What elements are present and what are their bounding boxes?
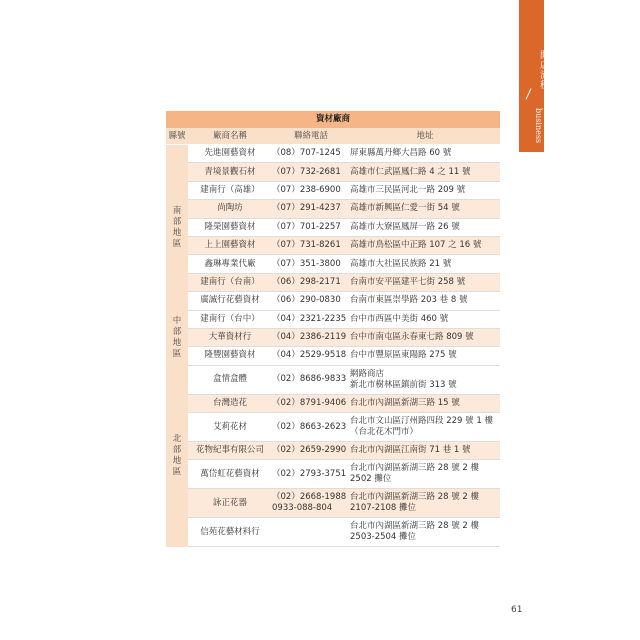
table-row	[166, 218, 500, 236]
vendor-name	[188, 236, 272, 254]
vendor-address-line: 台北市內湖區新湖三路 28 號 2 樓	[350, 463, 480, 474]
table-row	[166, 292, 500, 310]
region-char: 部	[172, 445, 182, 456]
vendor-name-line: 青境景觀石材	[204, 166, 256, 177]
region-char: 地	[172, 227, 182, 238]
vendor-name-line: 艾莉花材	[212, 421, 247, 432]
vendor-tel	[272, 255, 350, 273]
vendor-name-line: 建南行（高雄）	[200, 184, 260, 195]
vendor-name	[188, 365, 272, 394]
vendor-name	[188, 255, 272, 273]
vendor-address	[350, 518, 500, 547]
vendor-name-line: 隆豐園藝資材	[204, 350, 256, 361]
vendor-name	[188, 200, 272, 218]
region-cell	[166, 365, 188, 547]
vendor-name-line: 上上園藝資材	[204, 240, 256, 251]
vendor-tel	[272, 181, 350, 199]
vendor-address	[350, 442, 500, 460]
vendor-address	[350, 310, 500, 328]
vendor-tel-line: （02）8686-9833	[272, 374, 347, 385]
vendor-address	[350, 394, 500, 412]
table-row	[166, 310, 500, 328]
table-row	[166, 145, 500, 163]
vendor-address-line: 台南市安平區建平七街 258 號	[350, 276, 466, 287]
region-char: 區	[172, 348, 182, 359]
vendor-tel-line: （06）290-0830	[272, 295, 341, 306]
vendor-tel	[272, 460, 350, 489]
vendor-name-line: 先進園藝資材	[204, 148, 256, 159]
vendor-tel	[272, 413, 350, 442]
vendor-name-line: 建南行（台南）	[200, 276, 260, 287]
vendor-address-line: 台北市內湖區新湖三路 28 號 2 樓	[350, 521, 480, 532]
table-row	[166, 273, 500, 291]
region-char: 區	[172, 238, 182, 249]
chapter-subtitle: start a business	[534, 108, 552, 144]
vendor-name	[188, 310, 272, 328]
vendor-address-line: 2107-2108 攤位	[350, 503, 417, 514]
vendor-address	[350, 181, 500, 199]
chapter-title: 開店流程	[538, 50, 548, 90]
region-char: 北	[172, 434, 182, 445]
vendor-address-line: （台北花木門市）	[350, 427, 419, 438]
vendor-tel-line: （02）8663-2623	[272, 421, 347, 432]
vendor-address	[350, 255, 500, 273]
vendor-name	[188, 518, 272, 547]
header-addr: 地址	[350, 128, 500, 145]
vendor-name-line: 尚陶坊	[217, 203, 243, 214]
vendor-table	[166, 111, 500, 547]
table-row	[166, 236, 500, 254]
table-row	[166, 255, 500, 273]
vendor-name	[188, 273, 272, 291]
vendor-address-line: 2503-2504 攤位	[350, 532, 417, 543]
vendor-tel	[272, 292, 350, 310]
vendor-address-line: 高雄市鳥松區中正路 107 之 16 號	[350, 240, 482, 251]
vendor-tel	[272, 394, 350, 412]
table-row	[166, 413, 500, 442]
vendor-tel	[272, 328, 350, 346]
vendor-tel	[272, 145, 350, 163]
vendor-address-line: 高雄市三民區河北一路 209 號	[350, 184, 466, 195]
vendor-name-line: 花物紀事有限公司	[195, 445, 264, 456]
vendor-address-line: 台北市內湖區江南街 71 巷 1 號	[350, 445, 471, 456]
vendor-name	[188, 442, 272, 460]
vendor-address-line: 高雄市仁武區鳳仁路 4 之 11 號	[350, 166, 471, 177]
vendor-name	[188, 394, 272, 412]
table-row	[166, 460, 500, 489]
vendor-name	[188, 145, 272, 163]
vendor-address-line: 屏東縣萬丹鄉大昌路 60 號	[350, 148, 452, 159]
vendor-name	[188, 460, 272, 489]
region-cell	[166, 145, 188, 311]
table-row	[166, 347, 500, 365]
vendor-name-line: 鑫琳專業代廠	[204, 258, 256, 269]
vendor-address-line: 台中市西區中美街 460 號	[350, 313, 449, 324]
vendor-address	[350, 218, 500, 236]
region-char: 部	[172, 216, 182, 227]
vendor-name-line: 大華資材行	[208, 332, 252, 343]
vendor-tel-line: （04）2529-9518	[272, 350, 347, 361]
vendor-tel	[272, 347, 350, 365]
vendor-name-line: 台灣造花	[212, 397, 247, 408]
vendor-address	[350, 292, 500, 310]
vendor-address	[350, 163, 500, 181]
vendor-name-line: 建南行（台中）	[200, 313, 260, 324]
vendor-tel-line: 0933-088-804	[272, 503, 333, 514]
page-number: 61	[511, 605, 523, 615]
vendor-tel-line: （04）2386-2119	[272, 332, 347, 343]
vendor-tel	[272, 273, 350, 291]
vendor-address-line: 新北市樹林區鎮前街 313 號	[350, 379, 457, 390]
vendor-address	[350, 413, 500, 442]
table-row	[166, 394, 500, 412]
vendor-name	[188, 181, 272, 199]
header-region: 縣號	[166, 128, 188, 145]
chapter-side-tab	[519, 0, 552, 152]
vendor-tel	[272, 365, 350, 394]
vendor-address-line: 台中市南屯區永春東七路 809 號	[350, 332, 474, 343]
header-name: 廠商名稱	[188, 128, 272, 145]
vendor-address-line: 台北市文山區汀州路四段 229 號 1 樓	[350, 416, 493, 427]
vendor-tel-line: （07）238-6900	[272, 184, 341, 195]
vendor-tel-line: （07）731-8261	[272, 240, 341, 251]
vendor-name	[188, 347, 272, 365]
vendor-name	[188, 489, 272, 518]
vendor-tel-line: （07）732-2681	[272, 166, 341, 177]
vendor-tel	[272, 163, 350, 181]
vendor-address	[350, 489, 500, 518]
header-tel: 聯絡電話	[272, 128, 350, 145]
vendor-name-line: 萬岱虹花藝資材	[200, 468, 260, 479]
vendor-address	[350, 236, 500, 254]
region-char: 南	[172, 205, 182, 216]
vendor-tel-line: （02）2659-2990	[272, 445, 347, 456]
vendor-name	[188, 328, 272, 346]
vendor-name	[188, 218, 272, 236]
vendor-address-line: 網路商店	[350, 368, 385, 379]
table-row	[166, 200, 500, 218]
vendor-tel	[272, 200, 350, 218]
vendor-tel	[272, 310, 350, 328]
table-row	[166, 181, 500, 199]
table-row	[166, 518, 500, 547]
vendor-address-line: 台中市豐原區東陽路 275 號	[350, 350, 457, 361]
vendor-name-line: 隆榮園藝資材	[204, 221, 256, 232]
table-row	[166, 365, 500, 394]
vendor-tel-line: （02）2793-3751	[272, 468, 347, 479]
region-cell	[166, 310, 188, 365]
vendor-name-line: 盒情盒體	[212, 374, 247, 385]
vendor-tel	[272, 489, 350, 518]
region-char: 區	[172, 467, 182, 478]
vendor-address	[350, 273, 500, 291]
vendor-name-line: 廣誠行花藝資材	[200, 295, 260, 306]
vendor-name	[188, 292, 272, 310]
vendor-tel	[272, 236, 350, 254]
table-row	[166, 489, 500, 518]
vendor-address	[350, 365, 500, 394]
table-title: 資材廠商	[166, 111, 500, 128]
vendor-address-line: 2502 攤位	[350, 474, 392, 485]
vendor-address-line: 台北市內湖區新湖三路 15 號	[350, 397, 460, 408]
vendor-address-line: 台北市內湖區新湖三路 28 號 2 樓	[350, 492, 480, 503]
table-row	[166, 163, 500, 181]
vendor-tel-line: （07）351-3800	[272, 258, 341, 269]
vendor-tel-line: （02）2668-1988	[272, 492, 347, 503]
vendor-tel	[272, 218, 350, 236]
vendor-tel-line: （07）701-2257	[272, 221, 341, 232]
vendor-tel	[272, 442, 350, 460]
vendor-name-line: 詠正花器	[212, 497, 247, 508]
vendor-tel-line: （06）298-2171	[272, 276, 341, 287]
vendor-address	[350, 145, 500, 163]
region-char: 地	[172, 456, 182, 467]
vendor-tel-line: （04）2321-2235	[272, 313, 347, 324]
table-row	[166, 328, 500, 346]
vendor-address-line: 台南市東區崇學路 203 巷 8 號	[350, 295, 468, 306]
region-char: 中	[172, 315, 182, 326]
vendor-address	[350, 200, 500, 218]
vendor-address	[350, 347, 500, 365]
region-char: 部	[172, 326, 182, 337]
vendor-name-line: 信苑花藝材料行	[200, 526, 260, 537]
table-row	[166, 442, 500, 460]
vendor-tel	[272, 518, 350, 547]
vendor-address	[350, 328, 500, 346]
vendor-address-line: 高雄市大社區民族路 21 號	[350, 258, 452, 269]
vendor-address-line: 高雄市新興區仁愛一街 54 號	[350, 203, 460, 214]
divider-slash	[526, 88, 532, 99]
vendor-tel-line: （02）8791-9406	[272, 397, 347, 408]
region-char: 地	[172, 337, 182, 348]
vendor-name	[188, 163, 272, 181]
vendor-address-line: 高雄市大寮區鳳屏一路 26 號	[350, 221, 460, 232]
vendor-name	[188, 413, 272, 442]
vendor-tel-line: （07）291-4237	[272, 203, 341, 214]
vendor-address	[350, 460, 500, 489]
vendor-tel-line: （08）707-1245	[272, 148, 341, 159]
